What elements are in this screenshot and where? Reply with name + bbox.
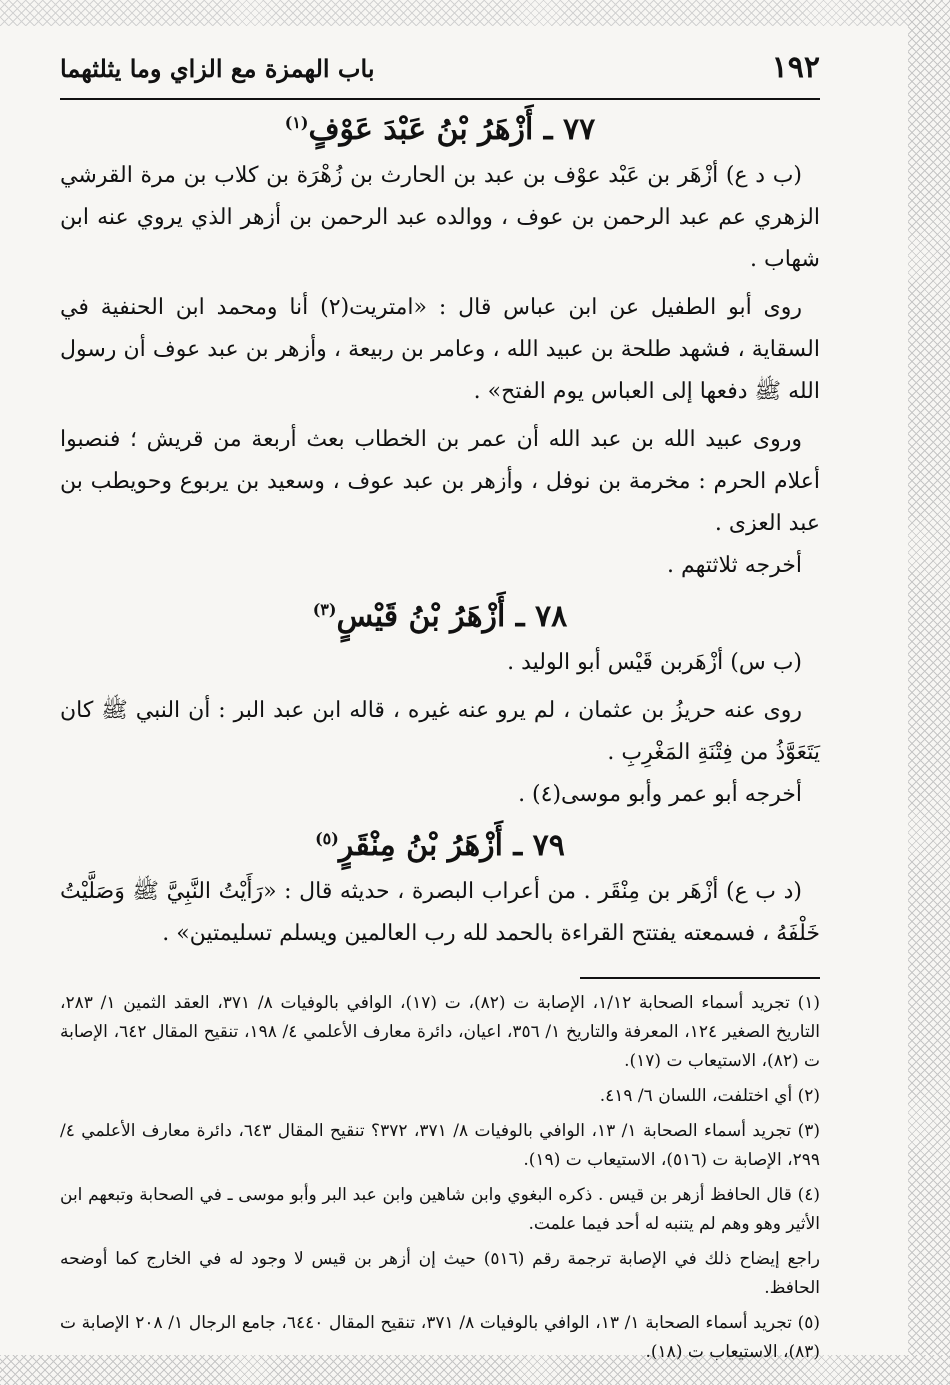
book-page	[60, 50, 821, 1362]
footnote-ref: (١)	[284, 113, 309, 132]
paragraph: وروى عبيد الله بن عبد الله أن عمر بن الخطاب بعث أربعة من قريش ؛ فنصبوا أعلام الحرم : مخرمة بن نوفل ، وأزهر بن عبد عوف ، وسعيد بن يربوع وحويطب بن عبد العزى .	[60, 427, 820, 536]
footnote: (٤) قال الحافظ أزهر بن قيس . ذكره البغوي وابن شاهين وابن عبد البر وأبو موسى ـ في الصحابة وتبعهم ابن الأثير وهو وهم لم يتنبه له أحد فيما علمت.	[60, 1185, 820, 1234]
ornamental-border-top	[0, 0, 950, 26]
entry-title: ٧٩ ـ أَزْهَرُ بْنُ مِنْقَرٍ	[338, 828, 565, 863]
entry-title: ٧٨ ـ أَزْهَرُ بْنُ قَيْسٍ	[336, 599, 568, 634]
footnote: (٣) تجريد أسماء الصحابة ١/ ١٣، الوافي بالوفيات ٨/ ٣٧١، ٣٧٢؟ تنقيح المقال ٦٤٣، دائرة معارف الأعلمي ٤/ ٢٩٩، الإصابة ت (٥١٦)، الاستيعاب ت (١٩).	[60, 1121, 821, 1170]
entry-title: ٧٧ ـ أَزْهَرُ بْنُ عَبْدَ عَوْفٍ	[308, 112, 596, 147]
footnotes	[60, 989, 820, 1367]
paragraph: أخرجه أبو عمر وأبو موسى(٤) .	[518, 782, 802, 807]
footnote-ref: (٣)	[312, 600, 337, 619]
running-head	[60, 50, 820, 100]
paragraph: (ب س) أزْهَربن قَيْس أبو الوليد .	[507, 650, 802, 675]
entry-heading	[60, 112, 820, 147]
footnote: (٢) أي اختلفت، اللسان ٦/ ٤١٩.	[599, 1086, 820, 1106]
entry-heading	[60, 599, 820, 634]
running-title: باب الهمزة مع الزاي وما يثلثهما	[60, 54, 375, 83]
footnote-ref: (٥)	[315, 829, 339, 848]
footnote: (٥) تجريد أسماء الصحابة ١/ ١٣، الوافي بالوفيات ٨/ ٣٧١، تنقيح المقال ٦٤٤٠، جامع الرجال ١/ ٢٠٨ الإصابة ت (٨٣)، الاستيعاب ت (١٨).	[60, 1313, 820, 1362]
ornamental-border-right	[908, 0, 950, 1385]
footnote: راجع إيضاح ذلك في الإصابة ترجمة رقم (٥١٦) حيث إن أزهر بن قيس لا وجود له في الخارج كما أوضحه الحافظ.	[60, 1249, 820, 1298]
paragraph: (ب د ع) أزْهَر بن عَبْد عوْف بن عبد بن الحارث بن زُهْرَة بن كلاب بن مرة القرشي الزهري عم عبد الرحمن بن عوف ، ووالده عبد الرحمن بن أزهر الذي يروي عنه ابن شهاب .	[60, 163, 820, 272]
footnote: (١) تجريد أسماء الصحابة ١/١٢، الإصابة ت (٨٢)، ت (١٧)، الوافي بالوفيات ٨/ ٣٧١، العقد الثمين ١/ ٢٨٣، التاريخ الصغير ١٢٤، المعرفة والتاريخ ١/ ٣٥٦، اعيان، دائرة معارف الأعلمي ٤/ ١٩٨، تنقيح المقال ٦٤٢، الإصابة ت (٨٢)، الاستيعاب ت (١٧).	[60, 993, 820, 1071]
paragraph: أخرجه ثلاثتهم .	[666, 553, 802, 578]
entry-heading	[60, 828, 820, 863]
page-number: ١٩٢	[771, 50, 820, 85]
paragraph: (د ب ع) أزْهَر بن مِنْقَر . من أعراب البصرة ، حديثه قال : «رَأَيْتُ النَّبِيَّ ﷺ وَصَلَّيْتُ خَلْفَهُ ، فسمعته يفتتح القراءة بالحمد لله رب العالمين ويسلم تسليمتين» .	[60, 879, 820, 946]
footnote-separator	[580, 977, 820, 979]
paragraph: روى عنه حريزُ بن عثمان ، لم يرو عنه غيره ، قاله ابن عبد البر : أن النبي ﷺ كان يَتَعَوَّذُ من فِتْنَةِ المَغْرِبِ .	[60, 698, 820, 765]
paragraph: روى أبو الطفيل عن ابن عباس قال : «امتريت(٢) أنا ومحمد ابن الحنفية في السقاية ، فشهد طلحة بن عبيد الله ، وعامر بن ربيعة ، وأزهر بن عبد عوف أن رسول الله ﷺ دفعها إلى العباس يوم الفتح» .	[60, 295, 820, 404]
